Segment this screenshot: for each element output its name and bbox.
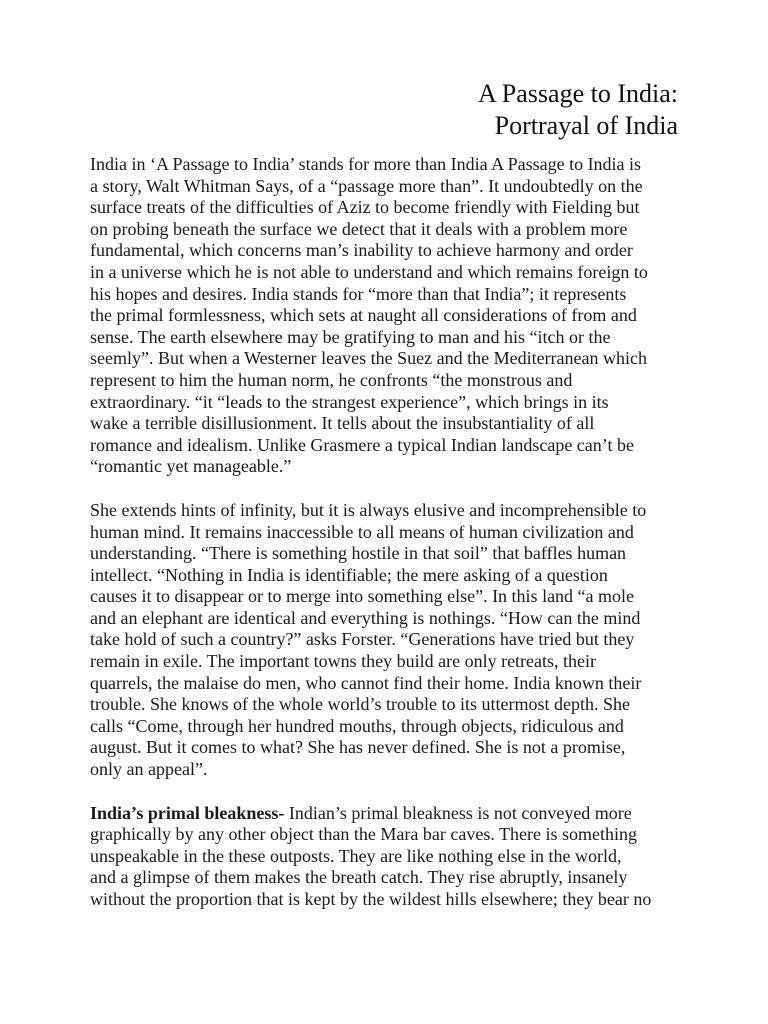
text-line: romance and idealism. Unlike Grasmere a typical Indian landscape can’t be [90, 434, 634, 455]
section-lead-heading: India’s primal bleakness- [90, 802, 285, 823]
text-line: quarrels, the malaise do men, who cannot find their home. India known their [90, 672, 642, 693]
text-line: extraordinary. “it “leads to the strangest experience”, which brings in its [90, 391, 609, 412]
text-line: causes it to disappear or to merge into something else”. In this land “a mole [90, 586, 635, 607]
text-line-rest: Indian’s primal bleakness is not conveyed more [284, 802, 632, 823]
text-line: take hold of such a country?” asks Forster. “Generations have tried but they [90, 629, 635, 650]
text-line: only an appeal”. [90, 759, 208, 780]
title-line-2: Portrayal of India [494, 111, 678, 140]
text-line: and a glimpse of them makes the breath catch. They rise abruptly, insanely [90, 867, 628, 888]
text-line: his hopes and desires. India stands for “more than that India”; it represents [90, 283, 627, 304]
text-line: calls “Come, through her hundred mouths, through objects, ridiculous and [90, 715, 624, 736]
text-line: unspeakable in the these outposts. They are like nothing else in the world, [90, 845, 622, 866]
text-line: on probing beneath the surface we detect that it deals with a problem more [90, 218, 628, 239]
text-line: a story, Walt Whitman Says, of a “passage more than”. It undoubtedly on the [90, 175, 643, 196]
text-line: remain in exile. The important towns they build are only retreats, their [90, 651, 597, 672]
text-line: trouble. She knows of the whole world’s trouble to its uttermost depth. She [90, 694, 630, 715]
paragraph-2 [90, 500, 682, 781]
text-line: graphically by any other object than the Mara bar caves. There is something [90, 824, 637, 845]
text-line: without the proportion that is kept by the wildest hills elsewhere; they bear no [90, 889, 652, 909]
paragraph-3 [90, 803, 682, 911]
text-line: surface treats of the difficulties of Aziz to become friendly with Fielding but [90, 197, 640, 218]
text-line: India in ‘A Passage to India’ stands for more than India A Passage to India is [90, 154, 642, 174]
paragraph-1 [90, 154, 682, 478]
title-line-1: A Passage to India: [477, 79, 678, 108]
text-line: seemly”. But when a Westerner leaves the Suez and the Mediterranean which [90, 348, 648, 369]
text-line: and an elephant are identical and everything is nothings. “How can the mind [90, 607, 641, 628]
text-line: intellect. “Nothing in India is identifiable; the mere asking of a question [90, 564, 608, 585]
text-line [90, 803, 682, 825]
text-line: sense. The earth elsewhere may be gratifying to man and his “itch or the [90, 326, 611, 347]
text-line: fundamental, which concerns man’s inability to achieve harmony and order [90, 240, 633, 261]
text-line: august. But it comes to what? She has never defined. She is not a promise, [90, 737, 626, 758]
text-line: “romantic yet manageable.” [90, 456, 292, 477]
text-line: understanding. “There is something hostile in that soil” that baffles human [90, 543, 627, 564]
page-title [478, 78, 678, 142]
text-line: represent to him the human norm, he confronts “the monstrous and [90, 369, 573, 390]
text-line: wake a terrible disillusionment. It tells about the insubstantiality of all [90, 413, 595, 434]
text-line: in a universe which he is not able to understand and which remains foreign to [90, 261, 648, 282]
text-line: the primal formlessness, which sets at naught all considerations of from and [90, 305, 637, 326]
text-line: She extends hints of infinity, but it is always elusive and incomprehensible to [90, 499, 647, 520]
text-line: human mind. It remains inaccessible to all means of human civilization and [90, 521, 634, 542]
document-body [90, 154, 682, 933]
